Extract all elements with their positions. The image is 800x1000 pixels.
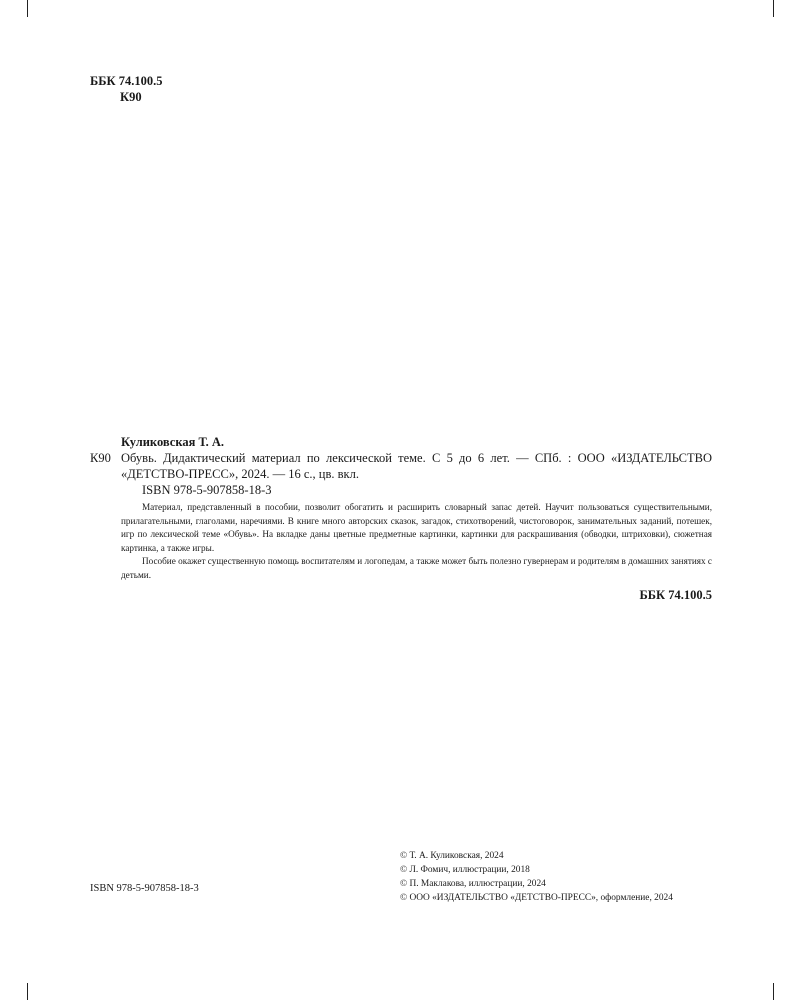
- isbn-footer: ISBN 978-5-907858-18-3: [90, 883, 199, 894]
- bbk-code-top: ББК 74.100.5: [90, 74, 163, 88]
- author-mark: К90: [90, 451, 111, 465]
- copyright-block: [400, 849, 673, 905]
- annotation-paragraph: Материал, представленный в пособии, позволит обогатить и расширить словарный запас детей. Научит пользоваться существительными, прилагательными, глаголами, наречиями. В книге много авторских сказок, загадок, стихотворений, чистоговорок, занимательных заданий, потешек, игр по лексической теме «Обувь». На вкладке даны цветные предметные картинки, картинки для раскрашивания (обводки, штриховки), сюжетная картинка, а также игры.: [121, 502, 712, 553]
- crop-mark-top-left: [27, 0, 28, 17]
- copyright-line: © ООО «ИЗДАТЕЛЬСТВО «ДЕТСТВО-ПРЕСС», оформление, 2024: [400, 893, 673, 903]
- crop-mark-bottom-right: [773, 983, 774, 1000]
- crop-mark-bottom-left: [27, 983, 28, 1000]
- copyright-line: © П. Маклакова, иллюстрации, 2024: [400, 879, 546, 889]
- bbk-code-bottom: ББК 74.100.5: [639, 587, 712, 602]
- title-description: Обувь. Дидактический материал по лексической теме. С 5 до 6 лет. — СПб. : ООО «ИЗДАТЕЛЬСТВО «ДЕТСТВО-ПРЕСС», 2024. — 16 с., цв. вкл.: [121, 451, 712, 481]
- bibliographic-record: [90, 434, 712, 603]
- title-block: [90, 450, 712, 482]
- author-mark-top: К90: [120, 90, 142, 104]
- record-isbn: ISBN 978-5-907858-18-3: [142, 483, 272, 497]
- annotation-paragraph: Пособие окажет существенную помощь воспитателям и логопедам, а также может быть полезно гувернерам и родителям в домашних занятиях с детьми.: [121, 556, 712, 580]
- author-name: Куликовская Т. А.: [121, 435, 224, 449]
- copyright-line: © Т. А. Куликовская, 2024: [400, 851, 504, 861]
- crop-mark-top-right: [773, 0, 774, 17]
- copyright-line: © Л. Фомич, иллюстрации, 2018: [400, 865, 530, 875]
